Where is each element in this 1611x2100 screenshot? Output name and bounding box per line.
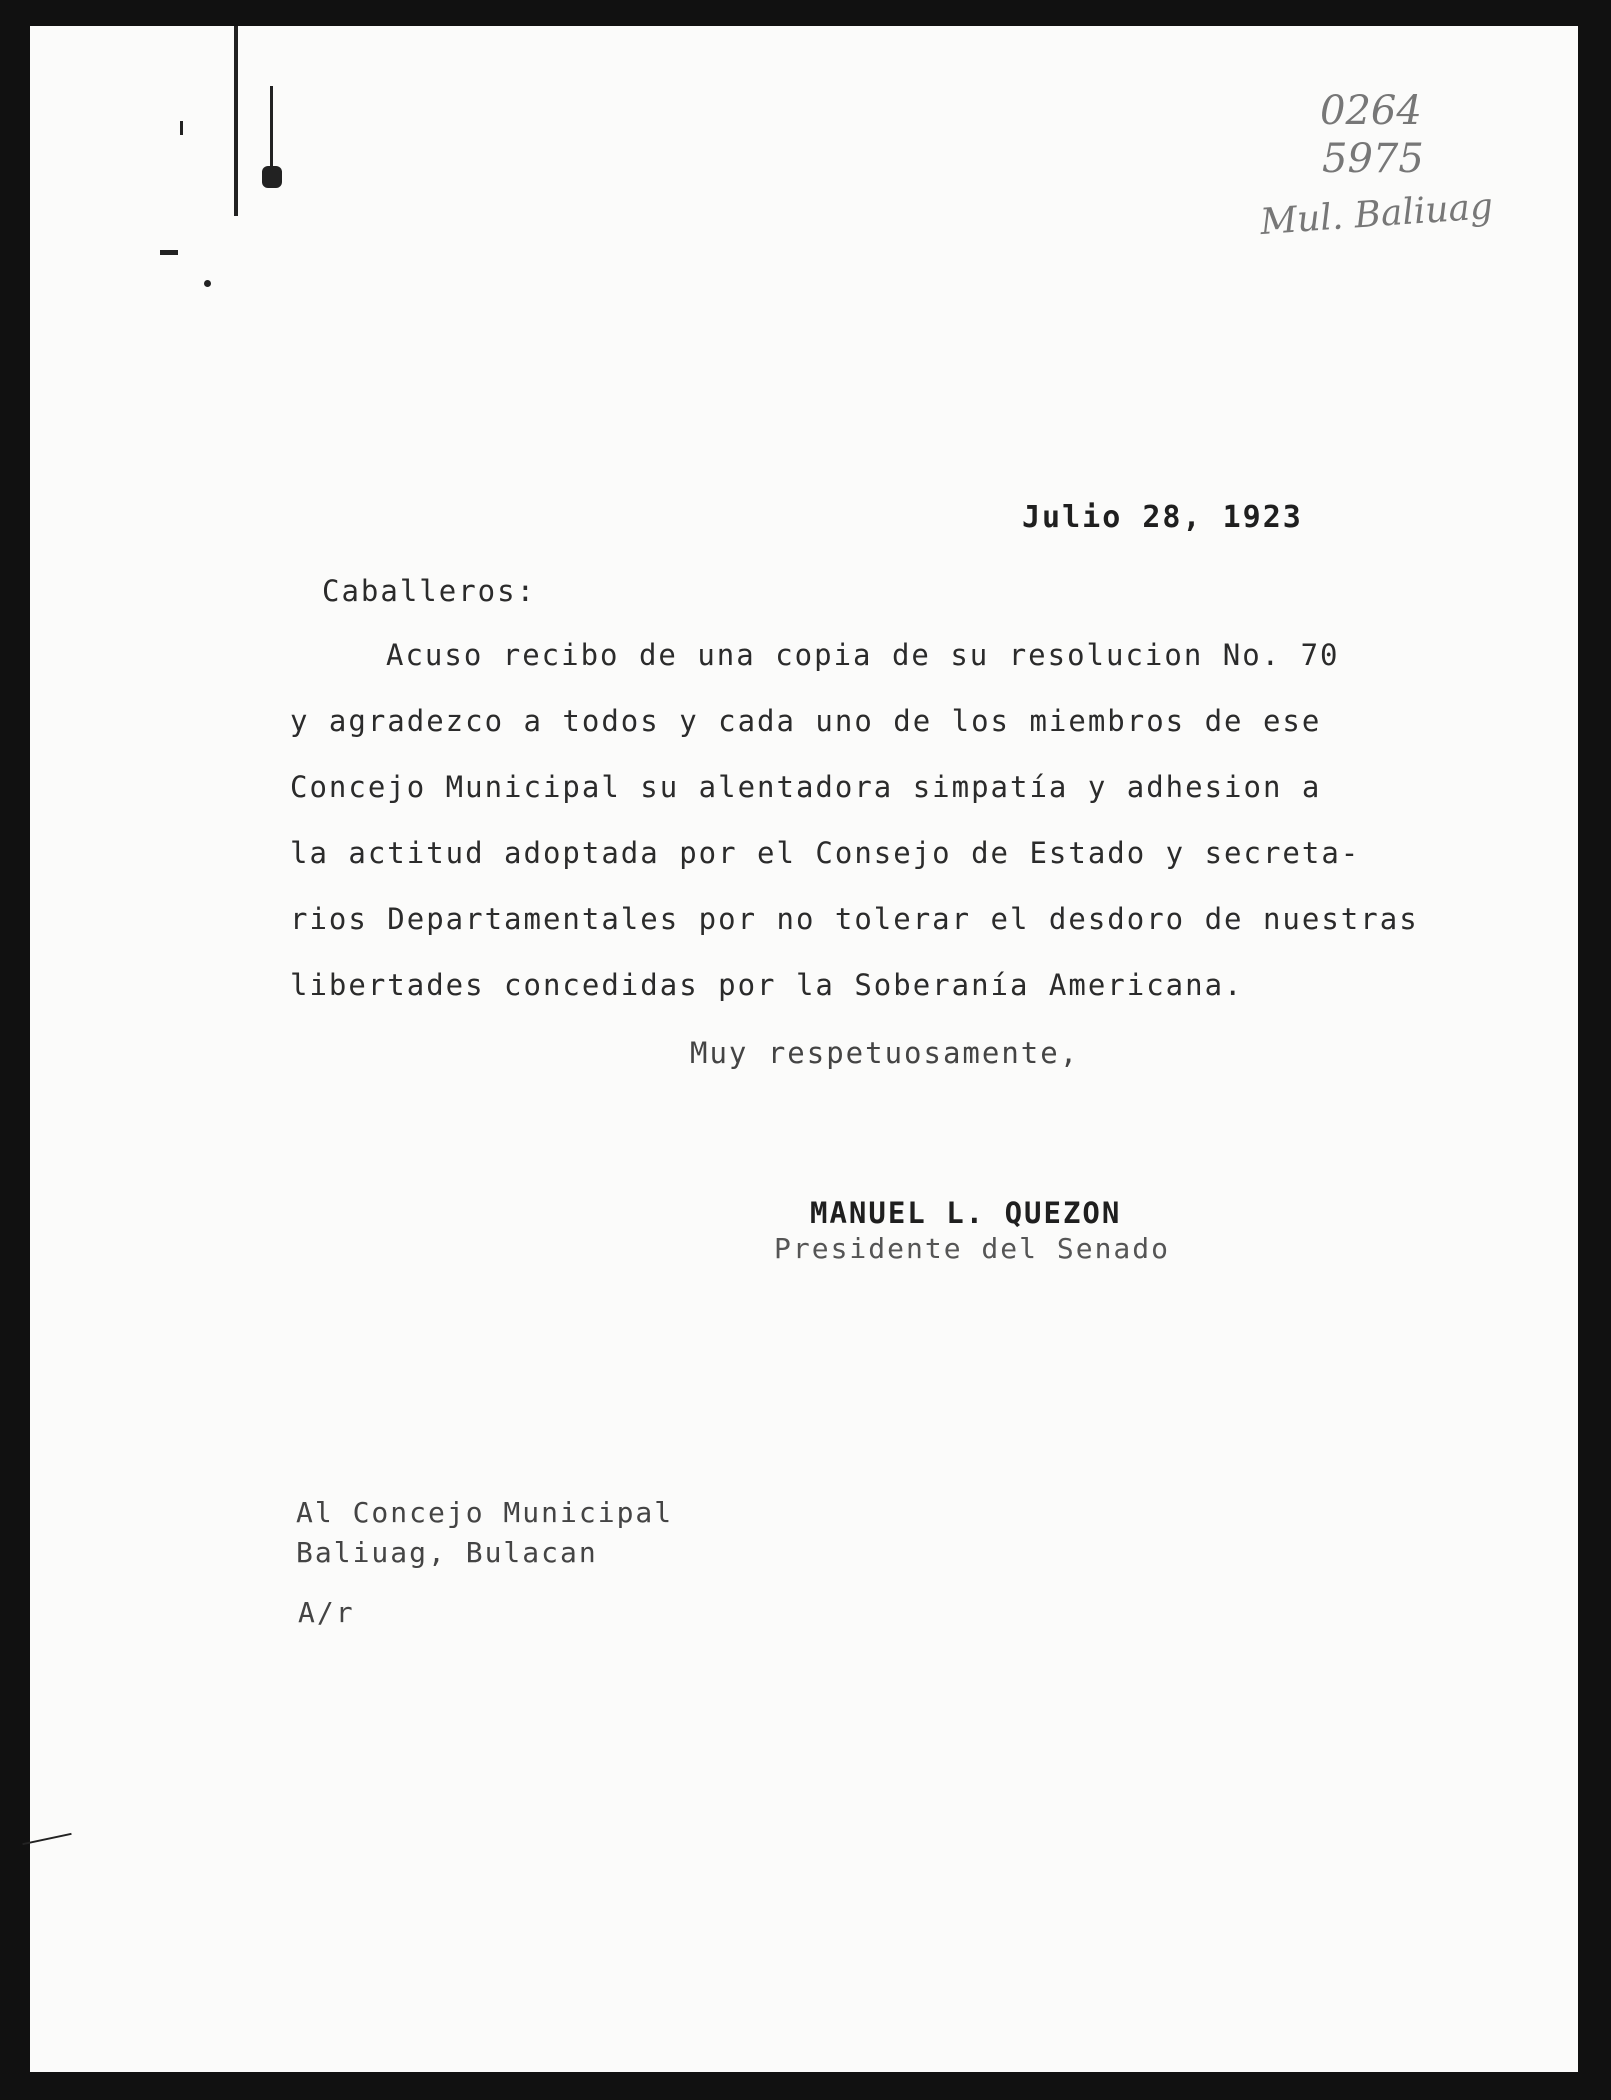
signature-name: MANUEL L. QUEZON (810, 1196, 1122, 1230)
binding-mark (262, 166, 282, 188)
body-line-4: la actitud adoptada por el Consejo de Estado y secreta- (290, 836, 1361, 870)
letter-salutation: Caballeros: (322, 574, 537, 608)
edge-mark (22, 1833, 71, 1845)
binding-mark (234, 26, 238, 216)
archive-note-2: 5975 (1322, 136, 1424, 182)
body-line-2: y agradezco a todos y cada uno de los miembros de ese (290, 704, 1322, 738)
body-line-1: Acuso recibo de una copia de su resolucion No. 70 (386, 638, 1340, 672)
typist-initials: A/r (298, 1596, 355, 1629)
binding-mark (160, 250, 178, 255)
body-line-5: rios Departamentales por no tolerar el desdoro de nuestras (290, 902, 1419, 936)
binding-mark (270, 86, 273, 166)
letter-closing: Muy respetuosamente, (690, 1036, 1080, 1070)
archive-note-3: Mul. Baliuag (1258, 185, 1495, 244)
letter-date: Julio 28, 1923 (1022, 500, 1303, 535)
binding-mark (204, 280, 211, 287)
letter-page (30, 26, 1578, 2072)
signature-title: Presidente del Senado (774, 1232, 1171, 1265)
binding-mark (180, 121, 183, 135)
recipient-line-2: Baliuag, Bulacan (296, 1536, 598, 1569)
archive-note-1: 0264 (1320, 88, 1422, 134)
body-line-3: Concejo Municipal su alentadora simpatía y adhesion a (290, 770, 1322, 804)
recipient-line-1: Al Concejo Municipal (296, 1496, 674, 1529)
body-line-6: libertades concedidas por la Soberanía Americana. (290, 968, 1244, 1002)
